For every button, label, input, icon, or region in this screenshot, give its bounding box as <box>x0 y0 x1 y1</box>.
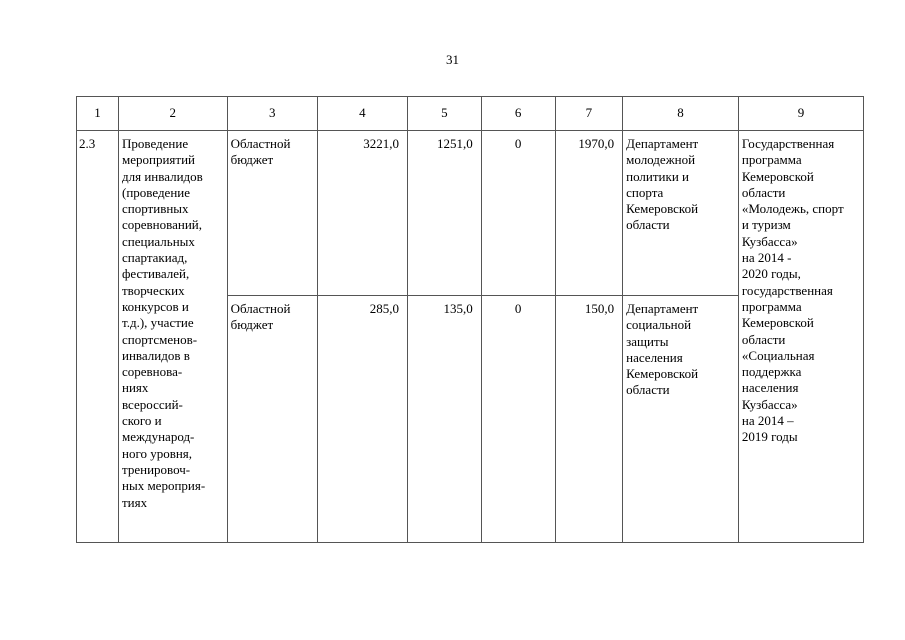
col7-value: 1970,0 <box>578 136 615 151</box>
col5-value: 1251,0 <box>436 136 473 151</box>
program-table <box>76 96 864 543</box>
column-header: 1 <box>77 97 119 131</box>
col7-value: 150,0 <box>584 301 615 316</box>
col5-cell <box>407 131 481 296</box>
column-header: 8 <box>623 97 739 131</box>
column-header: 5 <box>407 97 481 131</box>
funding-source-cell <box>227 131 317 296</box>
column-header: 9 <box>738 97 863 131</box>
funding-source: Областной бюджет <box>230 301 291 333</box>
funding-source-cell <box>227 296 317 543</box>
table-header-row <box>77 97 864 131</box>
total-value: 3221,0 <box>363 136 399 151</box>
executor-text: Департамент молодежной политики и спорта Кемеровской области <box>626 136 699 233</box>
col6-value: 0 <box>514 136 522 151</box>
col7-cell <box>555 131 623 296</box>
column-header: 2 <box>119 97 228 131</box>
total-value: 285,0 <box>369 301 399 316</box>
page-number: 31 <box>446 52 459 67</box>
item-code: 2.3 <box>79 136 96 151</box>
col5-cell <box>407 296 481 543</box>
executor-text: Департамент социальной защиты населения Кемеровской области <box>626 301 699 398</box>
column-header: 4 <box>317 97 407 131</box>
executor-cell <box>623 131 739 296</box>
program-text: Государственная программа Кемеровской области «Молодежь, спорт и туризм Кузбасса» на 2014 - 2020 годы, государственная программа Кемеровской области «Социальная поддержка населения Кузбасса» на 2014 – 2019 годы <box>741 136 844 445</box>
column-header: 7 <box>555 97 623 131</box>
col7-cell <box>555 296 623 543</box>
table-row <box>77 131 864 296</box>
total-cell <box>317 131 407 296</box>
col6-cell <box>481 131 555 296</box>
column-header: 3 <box>227 97 317 131</box>
program-cell <box>738 131 863 543</box>
col6-cell <box>481 296 555 543</box>
col6-value: 0 <box>514 301 522 316</box>
executor-cell <box>623 296 739 543</box>
column-header: 6 <box>481 97 555 131</box>
item-code-cell <box>77 131 119 543</box>
activity-cell <box>119 131 228 543</box>
funding-source: Областной бюджет <box>230 136 291 168</box>
total-cell <box>317 296 407 543</box>
col5-value: 135,0 <box>443 301 473 316</box>
activity-text: Проведение мероприятий для инвалидов (проведение спортивных соревнований, специальных спартакиад, фестивалей, творческих конкурсов и т.д.), участие спортсменов- инвалидов в соревнова- ниях всероссий- ского и международ- ного уровня, тренировоч- ных мероприя- тиях <box>122 136 206 510</box>
